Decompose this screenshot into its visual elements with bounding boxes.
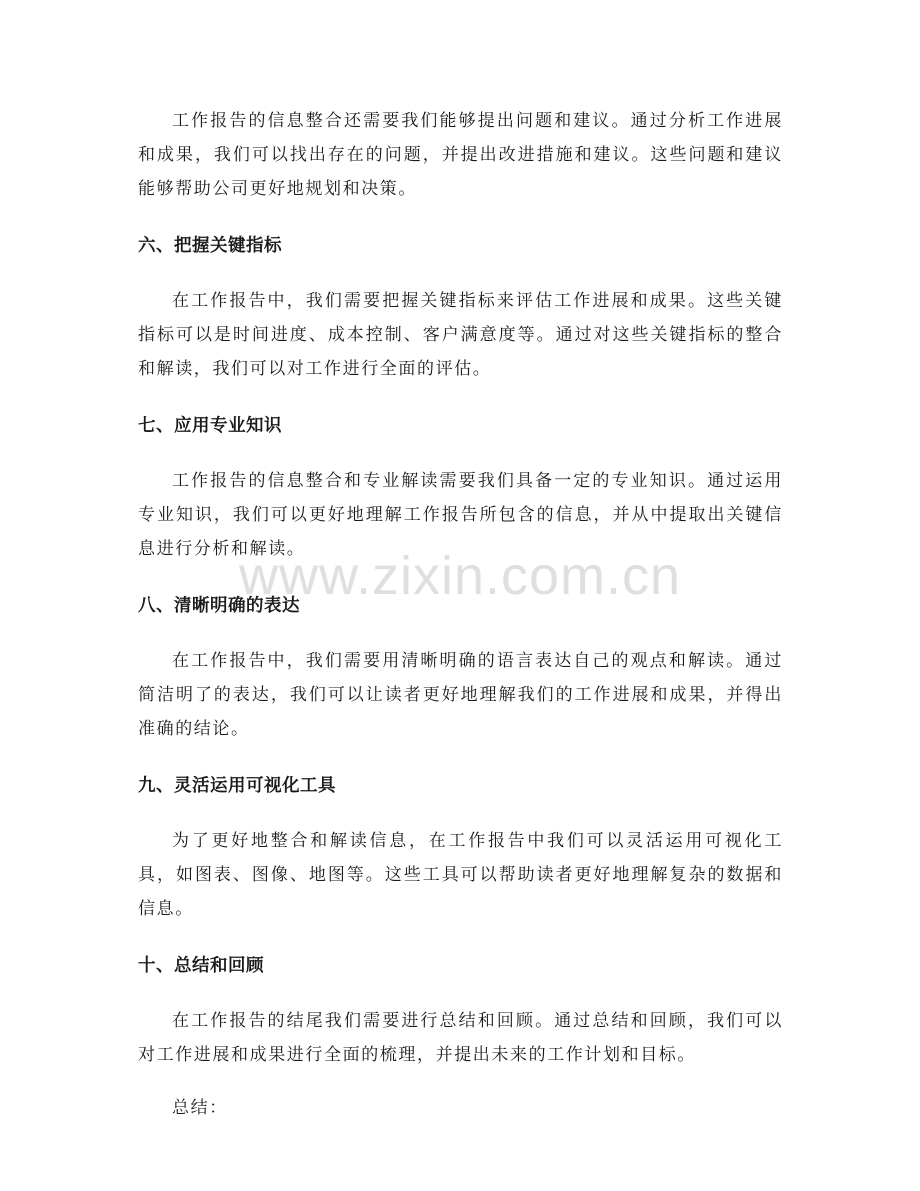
section-paragraph-6: 在工作报告中，我们需要把握关键指标来评估工作进展和成果。这些关键指标可以是时间进度、成本控制、客户满意度等。通过对这些关键指标的整合和解读，我们可以对工作进行全面的评估。	[138, 291, 783, 379]
section-heading-7: 七、应用专业知识	[138, 416, 282, 436]
section-paragraph-7: 工作报告的信息整合和专业解读需要我们具备一定的专业知识。通过运用专业知识，我们可以更好地理解工作报告所包含的信息，并从中提取出关键信息进行分析和解读。	[138, 471, 783, 559]
section-paragraph-10: 在工作报告的结尾我们需要进行总结和回顾。通过总结和回顾，我们可以对工作进展和成果进行全面的梳理，并提出未来的工作计划和目标。	[138, 1011, 783, 1065]
section-heading-6: 六、把握关键指标	[138, 236, 282, 256]
section-paragraph-9: 为了更好地整合和解读信息，在工作报告中我们可以灵活运用可视化工具，如图表、图像、地图等。这些工具可以帮助读者更好地理解复杂的数据和信息。	[138, 831, 783, 919]
summary-label: 总结：	[172, 1098, 228, 1118]
section-paragraph-8: 在工作报告中，我们需要用清晰明确的语言表达自己的观点和解读。通过简洁明了的表达，我们可以让读者更好地理解我们的工作进展和成果，并得出准确的结论。	[138, 651, 783, 739]
watermark: www.zixin.com.cn	[238, 546, 682, 606]
document-body	[138, 104, 783, 1125]
intro-paragraph: 工作报告的信息整合还需要我们能够提出问题和建议。通过分析工作进展和成果，我们可以找出存在的问题，并提出改进措施和建议。这些问题和建议能够帮助公司更好地规划和决策。	[138, 111, 783, 199]
section-heading-10: 十、总结和回顾	[138, 956, 264, 976]
section-heading-9: 九、灵活运用可视化工具	[138, 776, 336, 796]
section-heading-8: 八、清晰明确的表达	[138, 596, 300, 616]
